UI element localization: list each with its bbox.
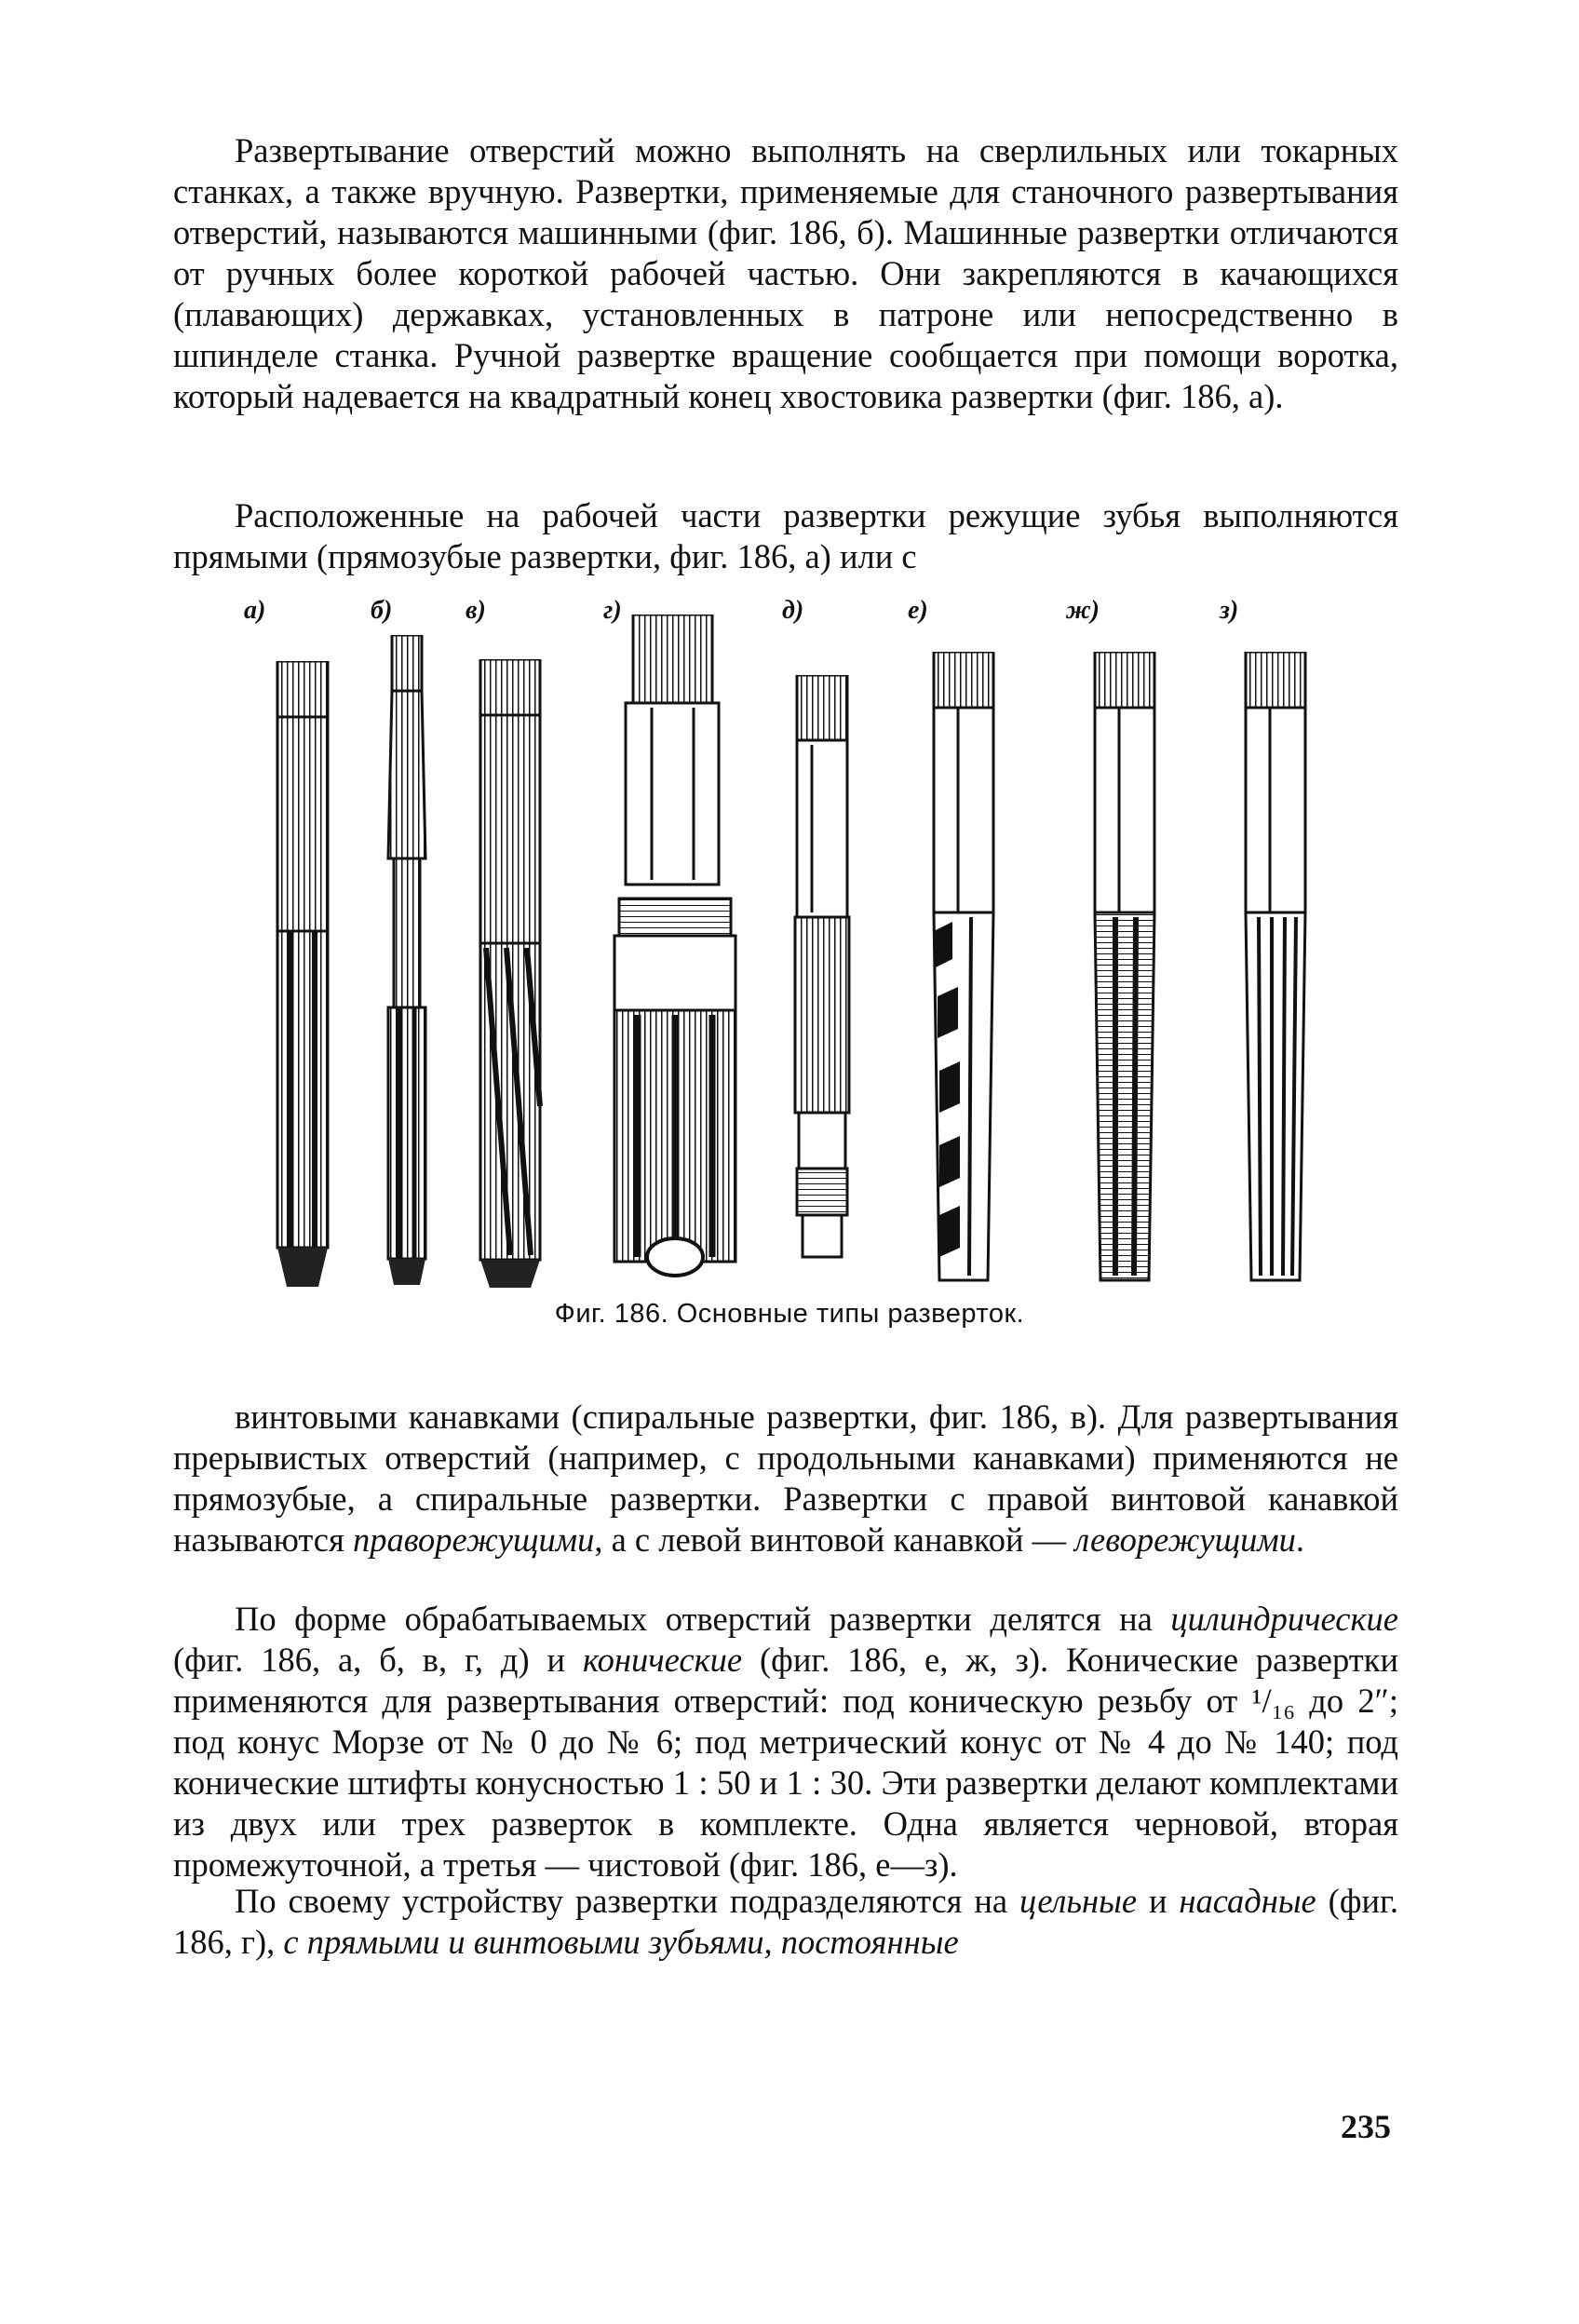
reamer-g-illustration <box>605 615 745 1280</box>
figure-label-b: б) <box>371 596 393 625</box>
figure-label-zh: ж) <box>1066 596 1100 625</box>
paragraph-4: По форме обрабатываемых отверстий развертки делятся на цилиндрические (фиг. 186, а, б, в, г, д) и конические (фиг. 186, е, ж, з). Конические развертки применяются для развертывания отверстий: под коническую резьбу от ¹/₁₆ до 2″; под конус Морзе от № 0 до № 6; под метрический конус от № 4 до № 140; под конические штифты конусностью 1 : 50 и 1 : 30. Эти развертки делают комплектами из двух или трех разверток в комплекте. Одна является черновой, вторая промежуточной, а третья — чистовой (фиг. 186, е—з). <box>173 1600 1398 1884</box>
figure-label-g: г) <box>603 596 622 625</box>
reamer-a-illustration <box>270 661 335 1290</box>
figure-label-z: з) <box>1220 596 1239 625</box>
paragraph-3: винтовыми канавками (спиральные развертки, фиг. 186, в). Для развертывания прерывистых отверстий (например, с продольными канавками) применяются не прямозубые, а спиральные развертки. Развертки с правой винтовой канавкой называются праворежущими, а с левой винтовой канавкой — леворежущими. <box>173 1398 1398 1559</box>
reamer-v-illustration <box>473 659 547 1290</box>
reamer-d-illustration <box>790 675 855 1262</box>
reamer-e-illustration <box>926 652 1001 1285</box>
reamer-z-illustration <box>1238 652 1313 1285</box>
figure-label-v: в) <box>466 596 486 625</box>
paragraph-2: Расположенные на рабочей части развертки режущие зубья выполняются прямыми (прямозубые развертки, фиг. 186, а) или с <box>173 496 1398 575</box>
figure-label-d: д) <box>782 596 804 625</box>
figure-186 <box>233 596 1303 1290</box>
figure-label-e: е) <box>908 596 928 625</box>
paragraph-1: Развертывание отверстий можно выполнять на сверлильных или токарных станках, а также вручную. Развертки, применяемые для станочного развертывания отверстий, называются машинными (фиг. 186, б). Машинные развертки отличаются от ручных более короткой рабочей частью. Они закрепляются в качающихся (плавающих) державках, установленных в патроне или непосредственно в шпинделе станка. Ручной развертке вращение сообщается при помощи воротка, который надевается на квадратный конец хвостовика развертки (фиг. 186, а). <box>173 131 1398 415</box>
figure-caption: Фиг. 186. Основные типы разверток. <box>554 1299 1025 1329</box>
reamer-zh-illustration <box>1087 652 1162 1285</box>
reamer-b-illustration <box>379 635 435 1287</box>
figure-label-a: а) <box>244 596 266 625</box>
page-number: 235 <box>1341 2108 1391 2145</box>
paragraph-5: По своему устройству развертки подразделяются на цельные и насадные (фиг. 186, г), с прямыми и винтовыми зубьями, постоянные <box>173 1882 1398 1961</box>
